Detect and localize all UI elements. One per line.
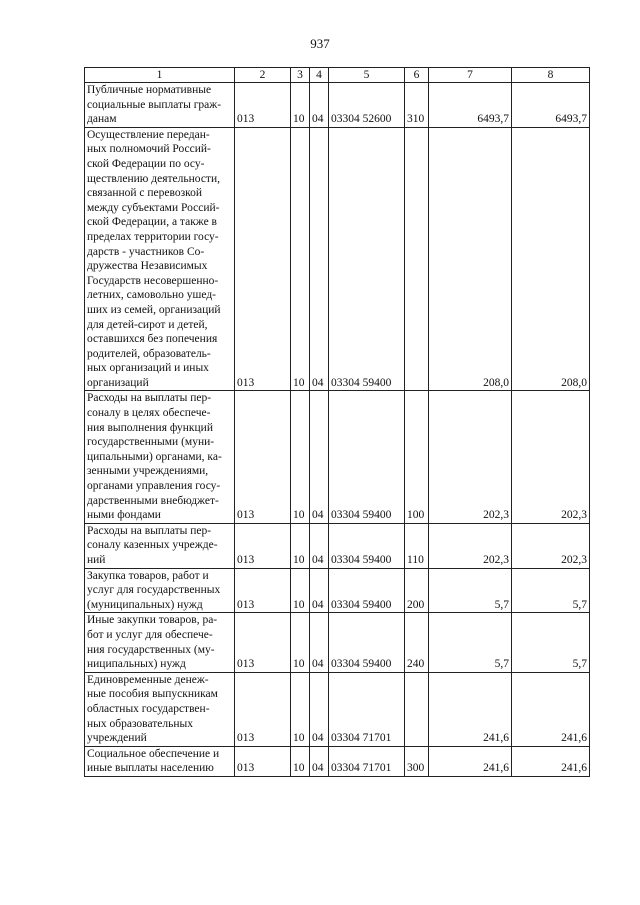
cell-col4: 04 <box>310 83 329 128</box>
cell-col2: 013 <box>235 746 291 776</box>
cell-col5: 03304 59400 <box>329 613 405 672</box>
table-row <box>85 523 590 568</box>
table-row <box>85 746 590 776</box>
cell-col7: 241,6 <box>429 746 512 776</box>
cell-col8: 208,0 <box>512 127 590 391</box>
cell-col4: 04 <box>310 672 329 746</box>
cell-col3: 10 <box>291 83 310 128</box>
cell-col2: 013 <box>235 568 291 613</box>
row-name: Закупка товаров, работ и услуг для государственных (муниципальных) нужд <box>85 568 235 613</box>
column-header: 7 <box>429 68 512 83</box>
cell-col5: 03304 59400 <box>329 127 405 391</box>
cell-col3: 10 <box>291 672 310 746</box>
row-name: Расходы на выплаты пер- соналу в целях обеспече- ния выполнения функций государственными (муни- ципальными) органами, ка- зенными учреждениями, органами управления госу- дарственными внебюджет- ными фондами <box>85 391 235 523</box>
cell-col2: 013 <box>235 83 291 128</box>
table-row <box>85 613 590 672</box>
cell-col8: 241,6 <box>512 746 590 776</box>
cell-col4: 04 <box>310 127 329 391</box>
table-row <box>85 568 590 613</box>
cell-col5: 03304 59400 <box>329 568 405 613</box>
table-row <box>85 83 590 128</box>
cell-col3: 10 <box>291 746 310 776</box>
cell-col4: 04 <box>310 523 329 568</box>
column-header: 2 <box>235 68 291 83</box>
cell-col8: 202,3 <box>512 391 590 523</box>
cell-col6: 240 <box>405 613 429 672</box>
cell-col3: 10 <box>291 613 310 672</box>
cell-col5: 03304 59400 <box>329 391 405 523</box>
cell-col6 <box>405 672 429 746</box>
cell-col6: 300 <box>405 746 429 776</box>
cell-col7: 202,3 <box>429 523 512 568</box>
table-row <box>85 127 590 391</box>
column-header: 3 <box>291 68 310 83</box>
cell-col2: 013 <box>235 672 291 746</box>
cell-col4: 04 <box>310 391 329 523</box>
cell-col2: 013 <box>235 613 291 672</box>
cell-col7: 241,6 <box>429 672 512 746</box>
cell-col4: 04 <box>310 746 329 776</box>
cell-col2: 013 <box>235 523 291 568</box>
table-row <box>85 672 590 746</box>
cell-col6: 200 <box>405 568 429 613</box>
cell-col5: 03304 59400 <box>329 523 405 568</box>
column-header: 8 <box>512 68 590 83</box>
cell-col3: 10 <box>291 391 310 523</box>
cell-col4: 04 <box>310 613 329 672</box>
cell-col3: 10 <box>291 523 310 568</box>
cell-col5: 03304 71701 <box>329 672 405 746</box>
cell-col8: 6493,7 <box>512 83 590 128</box>
cell-col7: 5,7 <box>429 568 512 613</box>
cell-col8: 5,7 <box>512 568 590 613</box>
header-row <box>85 68 590 83</box>
cell-col6: 310 <box>405 83 429 128</box>
row-name: Осуществление передан- ных полномочий Россий- ской Федерации по осу- ществлению деятельности, связанной с перевозкой между субъектами Россий- ской Федерации, а также в пределах территории госу- дарств - участников Со- дружества Независимых Государств несовершенно- летних, самовольно ушед- ших из семей, организаций для детей-сирот и детей, оставшихся без попечения родителей, образователь- ных организаций и иных организаций <box>85 127 235 391</box>
row-name: Публичные нормативные социальные выплаты граж- данам <box>85 83 235 128</box>
column-header: 6 <box>405 68 429 83</box>
page-number: 937 <box>310 36 330 51</box>
budget-table <box>84 67 590 777</box>
row-name: Расходы на выплаты пер- соналу казенных учрежде- ний <box>85 523 235 568</box>
column-header: 4 <box>310 68 329 83</box>
cell-col7: 202,3 <box>429 391 512 523</box>
cell-col8: 202,3 <box>512 523 590 568</box>
cell-col8: 5,7 <box>512 613 590 672</box>
cell-col5: 03304 71701 <box>329 746 405 776</box>
cell-col7: 6493,7 <box>429 83 512 128</box>
cell-col6: 100 <box>405 391 429 523</box>
cell-col6: 110 <box>405 523 429 568</box>
row-name: Единовременные денеж- ные пособия выпускникам областных государствен- ных образовательных учреждений <box>85 672 235 746</box>
cell-col7: 5,7 <box>429 613 512 672</box>
column-header: 5 <box>329 68 405 83</box>
cell-col6 <box>405 127 429 391</box>
cell-col3: 10 <box>291 127 310 391</box>
cell-col3: 10 <box>291 568 310 613</box>
column-header: 1 <box>85 68 235 83</box>
cell-col4: 04 <box>310 568 329 613</box>
row-name: Социальное обеспечение и иные выплаты населению <box>85 746 235 776</box>
cell-col5: 03304 52600 <box>329 83 405 128</box>
row-name: Иные закупки товаров, ра- бот и услуг для обеспече- ния государственных (му- ниципальных) нужд <box>85 613 235 672</box>
cell-col7: 208,0 <box>429 127 512 391</box>
cell-col2: 013 <box>235 127 291 391</box>
cell-col8: 241,6 <box>512 672 590 746</box>
table-row <box>85 391 590 523</box>
cell-col2: 013 <box>235 391 291 523</box>
